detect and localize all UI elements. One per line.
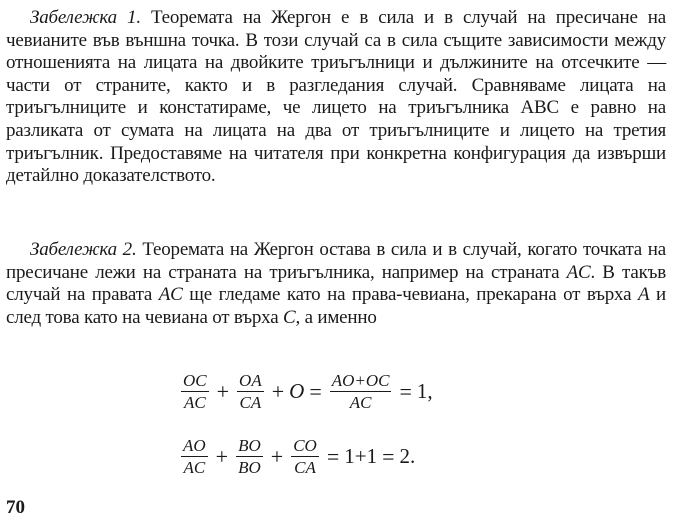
- remark-2-text-5: , а именно: [295, 306, 377, 328]
- side-ac-2: AC: [158, 284, 183, 306]
- formula-2-frac1-numerator: AO: [183, 436, 206, 455]
- formula-2-result: 2.: [399, 444, 416, 468]
- fraction-bar: [181, 391, 209, 392]
- formula-2-plus-1: +: [215, 443, 229, 469]
- formula-1-term-o: O: [289, 379, 305, 403]
- formula-2-frac2-denominator: BO: [238, 458, 261, 477]
- fraction-bar: [237, 391, 264, 392]
- formula-2-equals-2: =: [382, 443, 395, 469]
- remark-2-label: Забележка 2.: [30, 239, 137, 260]
- formula-1-frac1-denominator: AC: [183, 393, 206, 412]
- fraction-bar: [236, 456, 263, 457]
- remark-2-paragraph: [6, 239, 666, 329]
- formula-1-plus-2: +: [271, 378, 285, 404]
- formula-1-fraction-oa-ca: [237, 371, 264, 412]
- formula-1-equals-2: =: [399, 378, 412, 404]
- formula-2-frac2-numerator: BO: [238, 436, 261, 455]
- page-number: 70: [6, 497, 25, 518]
- vertex-c: C: [283, 306, 296, 328]
- formula-2-plus-2: +: [270, 443, 284, 469]
- formula-1-fraction-oc-ac: [181, 371, 209, 412]
- formula-1-result: 1,: [416, 379, 433, 403]
- formula-1-frac2-denominator: CA: [239, 393, 262, 412]
- formula-1-frac1-numerator: OC: [183, 371, 207, 390]
- formula-2-frac1-denominator: AC: [183, 458, 206, 477]
- vertex-a: A: [637, 284, 650, 306]
- remark-2-text-3: ще гледаме като на права-чевиана, прекарана от върха: [189, 284, 632, 306]
- fraction-bar: [181, 456, 208, 457]
- formula-2-fraction-co-ca: [291, 436, 319, 477]
- remark-2-text-2: . В такъв случай на правата: [6, 261, 666, 306]
- formula-1-frac3-denominator: AC: [349, 393, 372, 412]
- formula-2-sum: 1+1: [344, 444, 378, 468]
- formula-2: [178, 436, 415, 477]
- formula-2-fraction-bo-bo: [236, 436, 263, 477]
- fraction-bar: [330, 391, 392, 392]
- formula-1-frac2-numerator: OA: [239, 371, 262, 390]
- remark-1-paragraph: [6, 7, 666, 188]
- side-ac-1: AC: [566, 261, 591, 283]
- remark-2-text-1: Теоремата на Жергон остава в сила и в случай, когато точката на пресичане лежи на страната на триъгълника, например на страната: [6, 239, 666, 283]
- remark-1-label: Забележка 1.: [30, 7, 141, 28]
- formula-1-fraction-sum: [330, 371, 392, 412]
- formula-2-frac3-numerator: CO: [293, 436, 317, 455]
- remark-1-text: Теоремата на Жергон е в сила и в случай на пресичане на чевианите във външна точка. В този случай са в сила същите зависимости между отношенията на лицата на двойките триъгълници и дължините на отсечките — части от страните, както и в разгледания случай. Сравняваме лицата на триъгълниците и констатираме, че лицето на триъгълника ABC е равно на разликата от сумата на лицата на два от триъгълниците и лицето на третия триъгълник. Предоставяме на читателя при конкретна конфигурация да извърши детайлно доказателството.: [6, 7, 666, 187]
- remark-2-text-4: и след това като на чевиана от върха: [6, 284, 666, 328]
- formula-2-frac3-denominator: CA: [294, 458, 316, 477]
- formula-1-plus-1: +: [216, 378, 230, 404]
- formula-2-fraction-ao-ac: [181, 436, 208, 477]
- formula-1-equals-1: =: [309, 378, 322, 404]
- formula-1-frac3-numerator: AO+OC: [331, 371, 390, 390]
- formula-2-equals-1: =: [326, 443, 340, 469]
- fraction-bar: [291, 456, 319, 457]
- formula-1: [178, 371, 433, 412]
